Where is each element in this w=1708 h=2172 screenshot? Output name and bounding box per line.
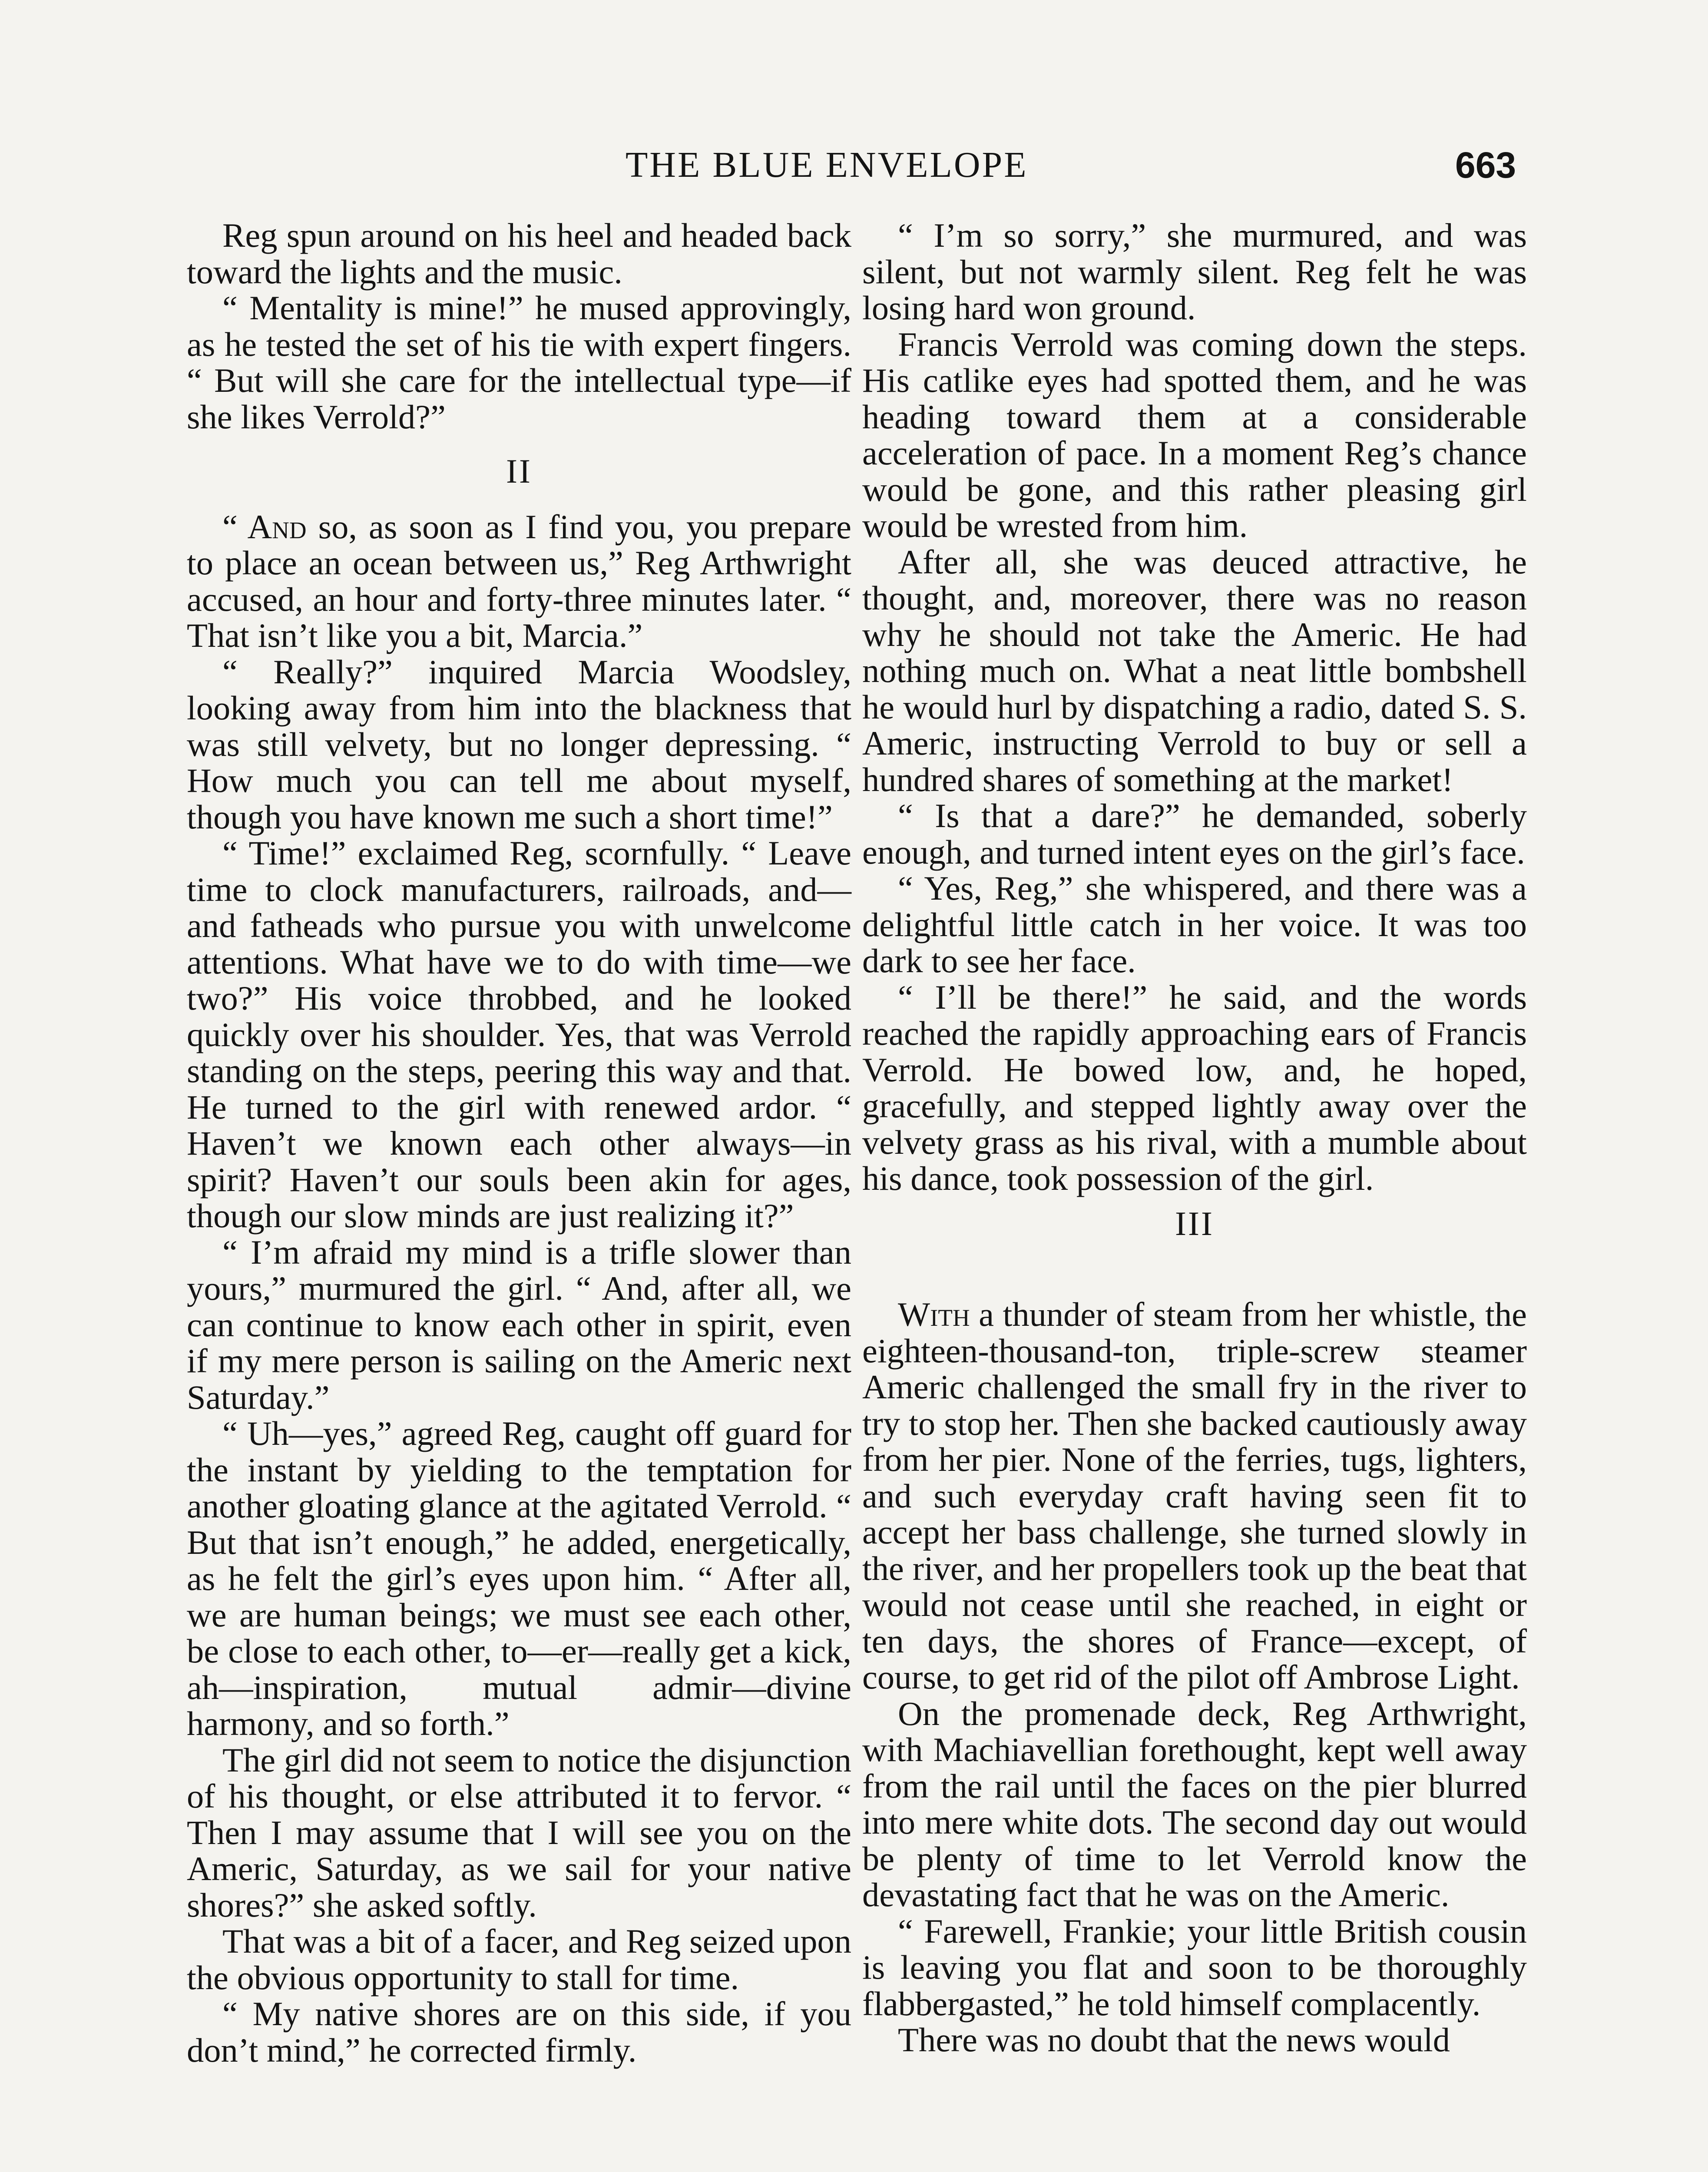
- section-heading-iii: III: [1175, 1204, 1214, 1242]
- paragraph: “ I’m so sorry,” she murmured, and was silent, but not warmly silent. Reg felt he was losing hard won ground.: [862, 216, 1527, 327]
- paragraph: “ Uh—yes,” agreed Reg, caught off guard for the instant by yielding to the temptation for another gloating glance at the agitated Verrold. “ But that isn’t enough,” he added, energetically, as he felt the girl’s eyes upon him. “ After all, we are human beings; we must see each other, be close to each other, to—er—really get a kick, ah—inspiration, mutual admir—divine harmony, and so forth.”: [187, 1414, 851, 1742]
- paragraph: After all, she was deuced attractive, he thought, and, moreover, there was no reason why he should not take the Americ. He had nothing much on. What a neat little bombshell he would hurl by dispatching a radio, dated S. S. Americ, instructing Verrold to buy or sell a hundred shares of something at the market!: [862, 543, 1527, 798]
- paragraph: “ Time!” exclaimed Reg, scornfully. “ Leave time to clock manufacturers, railroads, and—and fatheads who pursue you with unwelcome attentions. What have we to do with time—we two?” His voice throbbed, and he looked quickly over his shoulder. Yes, that was Verrold standing on the steps, peering this way and that. He turned to the girl with renewed ardor. “ Haven’t we known each other always—in spirit? Haven’t our souls been akin for ages, though our slow minds are just realizing it?”: [187, 834, 851, 1235]
- paragraph: [862, 1296, 1527, 1695]
- left-column: [187, 217, 851, 2068]
- running-head: THE BLUE ENVELOPE: [626, 145, 1028, 185]
- paragraph: “ Mentality is mine!” he mused approvingly, as he tested the set of his tie with expert fingers. “ But will she care for the intellectual type—if she likes Verrold?”: [187, 289, 851, 436]
- small-caps-lead: With: [898, 1295, 970, 1333]
- paragraph: “ Really?” inquired Marcia Woodsley, looking away from him into the blackness that was still velvety, but no longer depressing. “ How much you can tell me about myself, though you have known me such a short time!”: [187, 652, 851, 836]
- paragraph-text: so, as soon as I find you, you prepare to place an ocean between us,” Reg Arthwright accused, an hour and forty-three minutes later. “ That isn’t like you a bit, Marcia.”: [187, 507, 852, 654]
- paragraph: [187, 509, 851, 654]
- small-caps-lead: “ And: [222, 507, 307, 546]
- paragraph: That was a bit of a facer, and Reg seized upon the obvious opportunity to stall for time.: [187, 1922, 851, 1997]
- paragraph: Francis Verrold was coming down the steps. His catlike eyes had spotted them, and he was heading toward them at a considerable acceleration of pace. In a moment Reg’s chance would be gone, and this rather pleasing girl would be wrested from him.: [862, 325, 1527, 544]
- paragraph: On the promenade deck, Reg Arthwright, with Machiavellian forethought, kept well away from the rail until the faces on the pier blurred into mere white dots. The second day out would be plenty of time to let Verrold know the devastating fact that he was on the Americ.: [862, 1694, 1527, 1914]
- page-header: [0, 139, 1708, 191]
- paragraph-text: a thunder of steam from her whistle, the eighteen-thousand-ton, triple-screw steamer Americ challenged the small fry in the river to try to stop her. Then she backed cautiously away from her pier. None of the ferries, tugs, lighters, and such everyday craft having seen fit to accept her bass challenge, she turned slowly in the river, and her propellers took up the beat that would not cease until she reached, in eight or ten days, the shores of France—except, of course, to get rid of the pilot off Ambrose Light.: [862, 1295, 1527, 1696]
- right-column: [862, 217, 1527, 2058]
- paragraph: “ Yes, Reg,” she whispered, and there was a delightful little catch in her voice. It was too dark to see her face.: [862, 869, 1527, 980]
- paragraph: “ Farewell, Frankie; your little British cousin is leaving you flat and soon to be thoroughly flabbergasted,” he told himself complacently.: [862, 1912, 1527, 2023]
- paragraph: Reg spun around on his heel and headed back toward the lights and the music.: [187, 216, 851, 291]
- paragraph: “ I’ll be there!” he said, and the words reached the rapidly approaching ears of Francis Verrold. He bowed low, and, he hoped, gracefully, and stepped lightly away over the velvety grass as his rival, with a mumble about his dance, took possession of the girl.: [862, 978, 1527, 1197]
- paragraph: “ My native shores are on this side, if you don’t mind,” he corrected firmly.: [187, 1995, 851, 2069]
- paragraph: There was no doubt that the news would: [898, 2021, 1450, 2059]
- paragraph: “ I’m afraid my mind is a trifle slower than yours,” murmured the girl. “ And, after all, we can continue to know each other in spirit, even if my mere person is sailing on the Americ next Saturday.”: [187, 1233, 851, 1416]
- page-number: 663: [1455, 145, 1516, 185]
- paragraph: “ Is that a dare?” he demanded, soberly enough, and turned intent eyes on the girl’s face.: [862, 797, 1527, 871]
- paragraph: The girl did not seem to notice the disjunction of his thought, or else attributed it to fervor. “ Then I may assume that I will see you on the Americ, Saturday, as we sail for your native shores?” she asked softly.: [187, 1741, 851, 1924]
- section-heading-ii: II: [506, 452, 532, 490]
